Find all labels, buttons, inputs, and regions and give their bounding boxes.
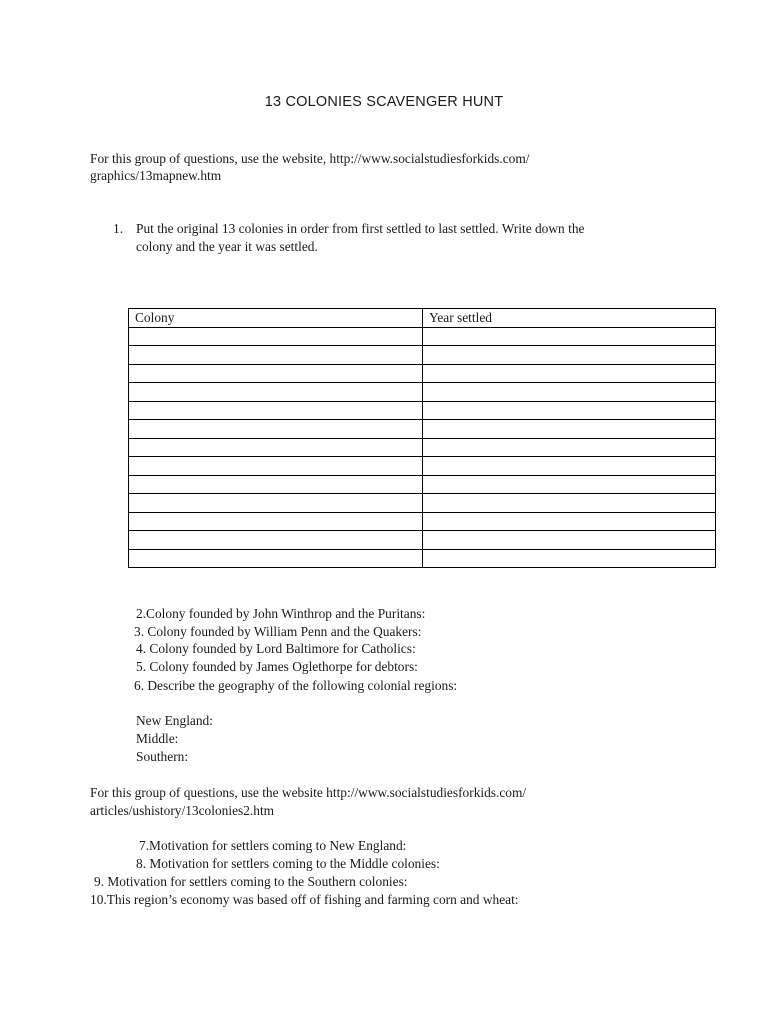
year-cell[interactable] bbox=[423, 438, 716, 457]
table-row bbox=[129, 327, 716, 346]
table-row bbox=[129, 438, 716, 457]
table-row bbox=[129, 364, 716, 383]
colony-table bbox=[128, 308, 716, 568]
question-10: 10.This region’s economy was based off of fishing and farming corn and wheat: bbox=[90, 892, 519, 907]
colony-cell[interactable] bbox=[129, 475, 423, 494]
colony-cell[interactable] bbox=[129, 549, 423, 568]
year-cell[interactable] bbox=[423, 531, 716, 550]
header-year-settled: Year settled bbox=[423, 309, 716, 328]
question-6: 6. Describe the geography of the following colonial regions: bbox=[134, 678, 458, 693]
question-1-line-2: colony and the year it was settled. bbox=[136, 239, 318, 254]
question-5: 5. Colony founded by James Oglethorpe for debtors: bbox=[136, 659, 418, 674]
table-row bbox=[129, 494, 716, 513]
year-cell[interactable] bbox=[423, 549, 716, 568]
question-9: 9. Motivation for settlers coming to the Southern colonies: bbox=[94, 874, 408, 889]
year-cell[interactable] bbox=[423, 475, 716, 494]
table-row bbox=[129, 475, 716, 494]
year-cell[interactable] bbox=[423, 420, 716, 439]
table-row bbox=[129, 531, 716, 550]
year-cell[interactable] bbox=[423, 383, 716, 402]
question-2: 2.Colony founded by John Winthrop and the Puritans: bbox=[136, 606, 426, 621]
table-row bbox=[129, 457, 716, 476]
colony-cell[interactable] bbox=[129, 531, 423, 550]
question-1-number: 1. bbox=[113, 221, 124, 236]
colony-cell[interactable] bbox=[129, 494, 423, 513]
page-title: 13 COLONIES SCAVENGER HUNT bbox=[264, 94, 504, 110]
table-header-row bbox=[129, 309, 716, 328]
year-cell[interactable] bbox=[423, 401, 716, 420]
colony-cell[interactable] bbox=[129, 512, 423, 531]
intro-2-line-1: For this group of questions, use the website http://www.socialstudiesforkids.com/ bbox=[90, 785, 527, 800]
region-southern: Southern: bbox=[136, 749, 189, 764]
year-cell[interactable] bbox=[423, 457, 716, 476]
table-row bbox=[129, 401, 716, 420]
header-colony: Colony bbox=[129, 309, 423, 328]
table-row bbox=[129, 383, 716, 402]
table-row bbox=[129, 420, 716, 439]
table-row bbox=[129, 512, 716, 531]
intro-2-line-2: articles/ushistory/13colonies2.htm bbox=[90, 803, 275, 818]
year-cell[interactable] bbox=[423, 327, 716, 346]
question-8: 8. Motivation for settlers coming to the Middle colonies: bbox=[136, 856, 440, 871]
colony-cell[interactable] bbox=[129, 420, 423, 439]
table-row bbox=[129, 549, 716, 568]
intro-1-line-1: For this group of questions, use the website, http://www.socialstudiesforkids.com/ bbox=[90, 151, 530, 166]
region-middle: Middle: bbox=[136, 731, 179, 746]
colony-cell[interactable] bbox=[129, 346, 423, 365]
question-1-line-1: Put the original 13 colonies in order from first settled to last settled. Write down the bbox=[136, 221, 585, 236]
year-cell[interactable] bbox=[423, 494, 716, 513]
table-row bbox=[129, 346, 716, 365]
colony-cell[interactable] bbox=[129, 383, 423, 402]
year-cell[interactable] bbox=[423, 346, 716, 365]
colony-cell[interactable] bbox=[129, 401, 423, 420]
colony-cell[interactable] bbox=[129, 438, 423, 457]
year-cell[interactable] bbox=[423, 364, 716, 383]
colony-cell[interactable] bbox=[129, 364, 423, 383]
region-new-england: New England: bbox=[136, 713, 213, 728]
question-3: 3. Colony founded by William Penn and the Quakers: bbox=[134, 624, 422, 639]
question-4: 4. Colony founded by Lord Baltimore for Catholics: bbox=[136, 641, 416, 656]
year-cell[interactable] bbox=[423, 512, 716, 531]
colony-cell[interactable] bbox=[129, 327, 423, 346]
question-7: 7.Motivation for settlers coming to New England: bbox=[139, 838, 407, 853]
intro-1-line-2: graphics/13mapnew.htm bbox=[90, 168, 222, 183]
colony-cell[interactable] bbox=[129, 457, 423, 476]
